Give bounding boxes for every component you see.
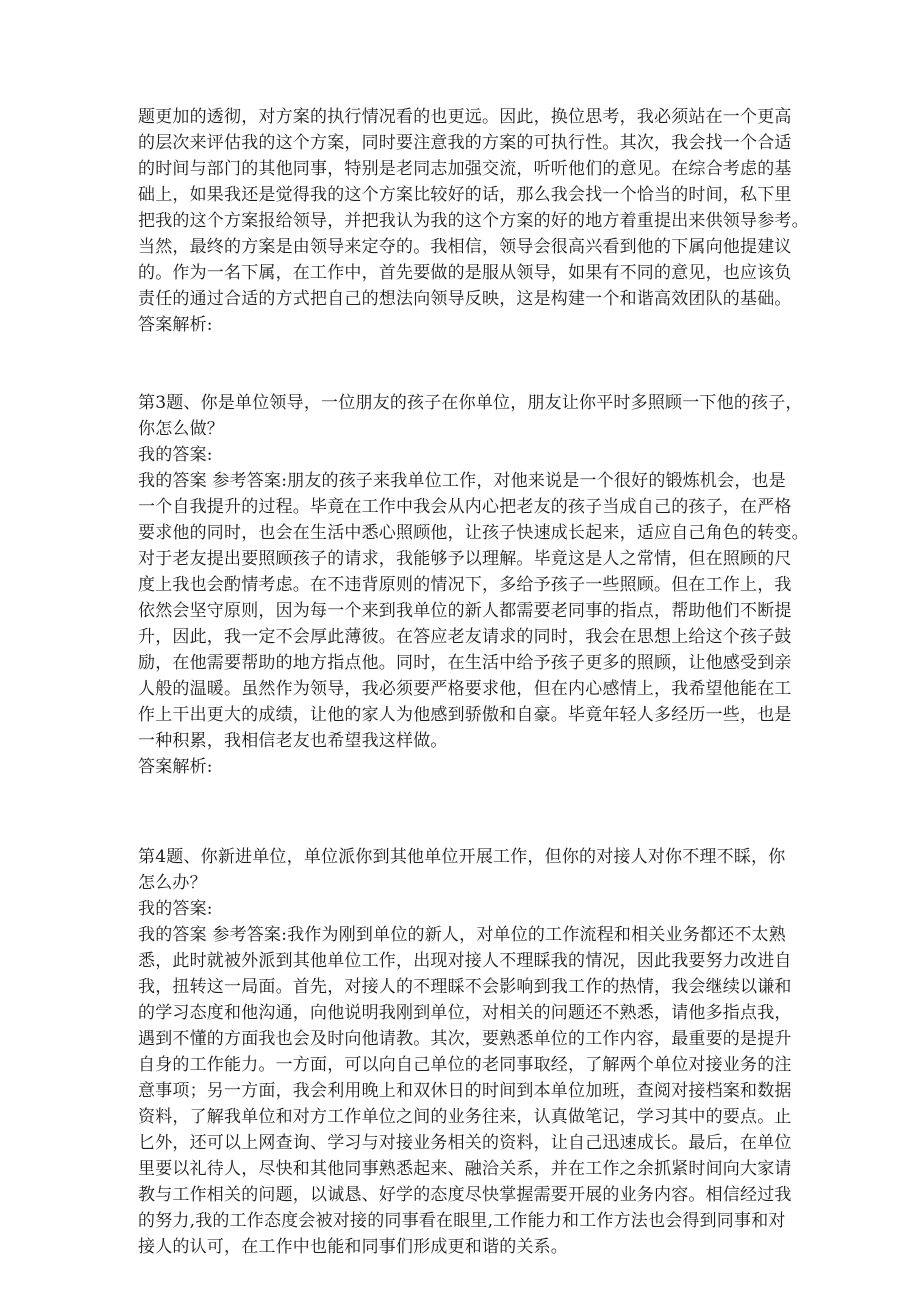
answer-line: 意事项；另一方面，我会利用晚上和双休日的时间到本单位加班，查阅对接档案和数据 (138, 1081, 792, 1101)
my-answer-label: 我的答案: (138, 445, 213, 465)
answer-line: 我，扭转这一局面。首先，对接人的不理睬不会影响到我工作的热情，我会继续以谦和 (138, 977, 792, 997)
analysis-label: 答案解析: (138, 315, 213, 335)
analysis-label: 答案解析: (138, 757, 213, 777)
answer-line: 里要以礼待人，尽快和其他同事熟悉起来、融洽关系，并在工作之余抓紧时间向大家请 (138, 1159, 792, 1179)
answer-line: 升，因此，我一定不会厚此薄彼。在答应老友请求的同时，我会在思想上给这个孩子鼓 (138, 627, 792, 647)
answer-line: 我的答案 参考答案:朋友的孩子来我单位工作，对他来说是一个很好的锻炼机会，也是 (138, 471, 786, 491)
question-title: 怎么办？ (138, 873, 207, 893)
answer-line: 我的答案 参考答案:我作为刚到单位的新人，对单位的工作流程和相关业务都还不太熟 (138, 925, 786, 945)
text-line: 责任的通过合适的方式把自己的想法向领导反映，这是构建一个和谐高效团队的基础。 (138, 289, 792, 309)
answer-line: 的学习态度和他沟通，向他说明我刚到单位，对相关的问题还不熟悉，请他多指点我， (138, 1003, 792, 1023)
my-answer-label: 我的答案: (138, 899, 213, 919)
question-title: 你怎么做？ (138, 419, 224, 439)
text-line: 础上，如果我还是觉得我的这个方案比较好的话，那么我会找一个恰当的时间，私下里 (138, 185, 792, 205)
answer-line: 一种积累，我相信老友也希望我这样做。 (138, 731, 448, 751)
text-line: 题更加的透彻，对方案的执行情况看的也更远。因此，换位思考，我必须站在一个更高 (138, 107, 792, 127)
document-page (138, 104, 809, 1260)
answer-continuation (138, 104, 809, 338)
answer-line: 资料，了解我单位和对方工作单位之间的业务往来，认真做笔记，学习其中的要点。止 (138, 1107, 792, 1127)
answer-line: 教与工作相关的问题，以诚恳、好学的态度尽快掌握需要开展的业务内容。相信经过我 (138, 1185, 792, 1205)
answer-line: 依然会坚守原则，因为每一个来到我单位的新人都需要老同事的指点，帮助他们不断提 (138, 601, 792, 621)
answer-line: 一个自我提升的过程。毕竟在工作中我会从内心把老友的孩子当成自己的孩子，在严格 (138, 497, 792, 517)
answer-line: 励，在他需要帮助的地方指点他。同时，在生活中给予孩子更多的照顾，让他感受到亲 (138, 653, 792, 673)
question-title: 第4题、你新进单位，单位派你到其他单位开展工作，但你的对接人对你不理不睬，你 (138, 847, 786, 867)
answer-line: 接人的认可，在工作中也能和同事们形成更和谐的关系。 (138, 1237, 568, 1257)
answer-line: 的努力,我的工作态度会被对接的同事看在眼里,工作能力和工作方法也会得到同事和对 (138, 1211, 786, 1231)
text-line: 把我的这个方案报给领导，并把我认为我的这个方案的好的地方着重提出来供领导参考。 (138, 211, 809, 231)
answer-line: 人般的温暖。虽然作为领导，我必须要严格要求他，但在内心感情上，我希望他能在工 (138, 679, 792, 699)
answer-line: 作上干出更大的成绩，让他的家人为他感到骄傲和自豪。毕竟年轻人多经历一些，也是 (138, 705, 792, 725)
answer-line: 悉，此时就被外派到其他单位工作，出现对接人不理睬我的情况，因此我要努力改进自 (138, 951, 792, 971)
answer-line: 要求他的同时，也会在生活中悉心照顾他，让孩子快速成长起来，适应自己角色的转变。 (138, 523, 809, 543)
text-line: 当然，最终的方案是由领导来定夺的。我相信，领导会很高兴看到他的下属向他提建议 (138, 237, 792, 257)
text-line: 的层次来评估我的这个方案，同时要注意我的方案的可执行性。其次，我会找一个合适 (138, 133, 792, 153)
answer-line: 对于老友提出要照顾孩子的请求，我能够予以理解。毕竟这是人之常情，但在照顾的尺 (138, 549, 792, 569)
answer-line: 度上我也会酌情考虑。在不违背原则的情况下，多给予孩子一些照顾。但在工作上，我 (138, 575, 792, 595)
answer-line: 自身的工作能力。一方面，可以向自己单位的老同事取经，了解两个单位对接业务的注 (138, 1055, 792, 1075)
question-title: 第3题、你是单位领导，一位朋友的孩子在你单位，朋友让你平时多照顾一下他的孩子， (138, 393, 803, 413)
question-3 (138, 390, 809, 780)
text-line: 的时间与部门的其他同事，特别是老同志加强交流，听听他们的意见。在综合考虑的基 (138, 159, 792, 179)
answer-line: 匕外，还可以上网查询、学习与对接业务相关的资料，让自己迅速成长。最后，在单位 (138, 1133, 792, 1153)
answer-line: 遇到不懂的方面我也会及时向他请教。其次，要熟悉单位的工作内容，最重要的是提升 (138, 1029, 792, 1049)
question-4 (138, 844, 792, 1260)
text-line: 的。作为一名下属，在工作中，首先要做的是服从领导，如果有不同的意见，也应该负 (138, 263, 792, 283)
